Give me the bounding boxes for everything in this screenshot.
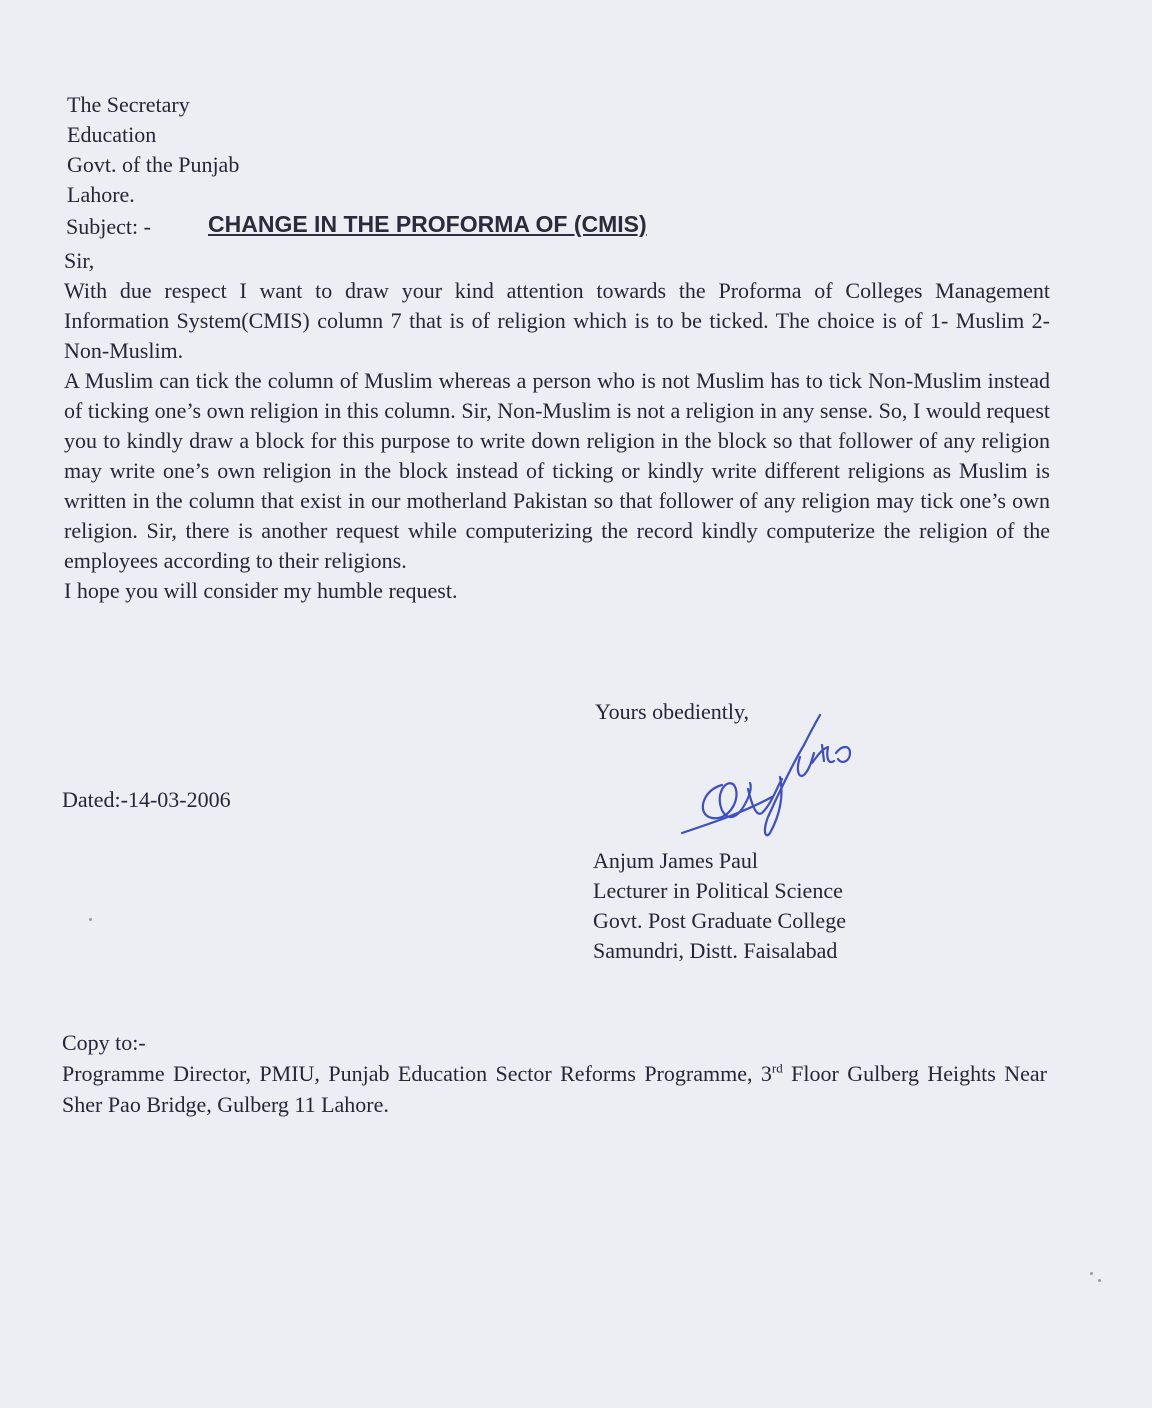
copy-to-block: [62, 1027, 1047, 1120]
signer-name: Anjum James Paul: [593, 848, 758, 873]
paper-speck: [1090, 1272, 1093, 1275]
signer-title: Lecturer in Political Science: [593, 878, 843, 903]
paper-speck: [89, 918, 92, 921]
paragraph-2: A Muslim can tick the column of Muslim whereas a person who is not Muslim has to tick Non-Muslim instead of ticking one’s own religion in this column. Sir, Non-Muslim is not a religion in any sense. So, I would request you to kindly draw a block for this purpose to write down religion in the block so that follower of any religion may write one’s own religion in the block instead of ticking or kindly write different religions as Muslim is written in the column that exist in our motherland Pakistan so that follower of any religion may tick one’s own religion. Sir, there is another request while computerizing the record kindly computerize the religion of the employees according to their religions.: [64, 368, 1050, 573]
copy-to-superscript: rd: [771, 1060, 783, 1076]
salutation: Sir,: [64, 248, 95, 273]
date-line: Dated:-14-03-2006: [62, 787, 231, 812]
copy-to-text-end: Floor Gulberg Heights Near Sher Pao Bridge, Gulberg 11 Lahore.: [62, 1061, 1047, 1117]
subject-label: Subject: -: [66, 214, 151, 239]
signer-location: Samundri, Distt. Faisalabad: [593, 938, 838, 963]
valediction: Yours obediently,: [595, 699, 750, 724]
recipient-line-4: Lahore.: [67, 182, 135, 207]
paper-speck: [1098, 1279, 1101, 1282]
copy-to-text-start: Programme Director, PMIU, Punjab Education Sector Reforms Programme, 3: [62, 1061, 772, 1086]
copy-to-text: [62, 1058, 1047, 1120]
subject-title: CHANGE IN THE PROFORMA OF (CMIS): [208, 211, 647, 237]
signer-block: [593, 846, 846, 966]
recipient-line-2: Education: [67, 122, 157, 147]
closing-request: I hope you will consider my humble request.: [64, 578, 458, 603]
paragraph-1: With due respect I want to draw your kind attention towards the Proforma of Colleges Management Information System(CMIS) column 7 that is of religion which is to be ticked. The choice is of 1- Muslim 2- Non-Muslim.: [64, 278, 1050, 363]
recipient-line-3: Govt. of the Punjab: [67, 152, 240, 177]
letter-body: [64, 246, 1050, 606]
recipient-line-1: The Secretary: [67, 92, 190, 117]
signer-institution: Govt. Post Graduate College: [593, 908, 846, 933]
recipient-address: [67, 90, 239, 210]
handwritten-signature: [672, 705, 872, 845]
copy-to-label: Copy to:-: [62, 1030, 146, 1055]
